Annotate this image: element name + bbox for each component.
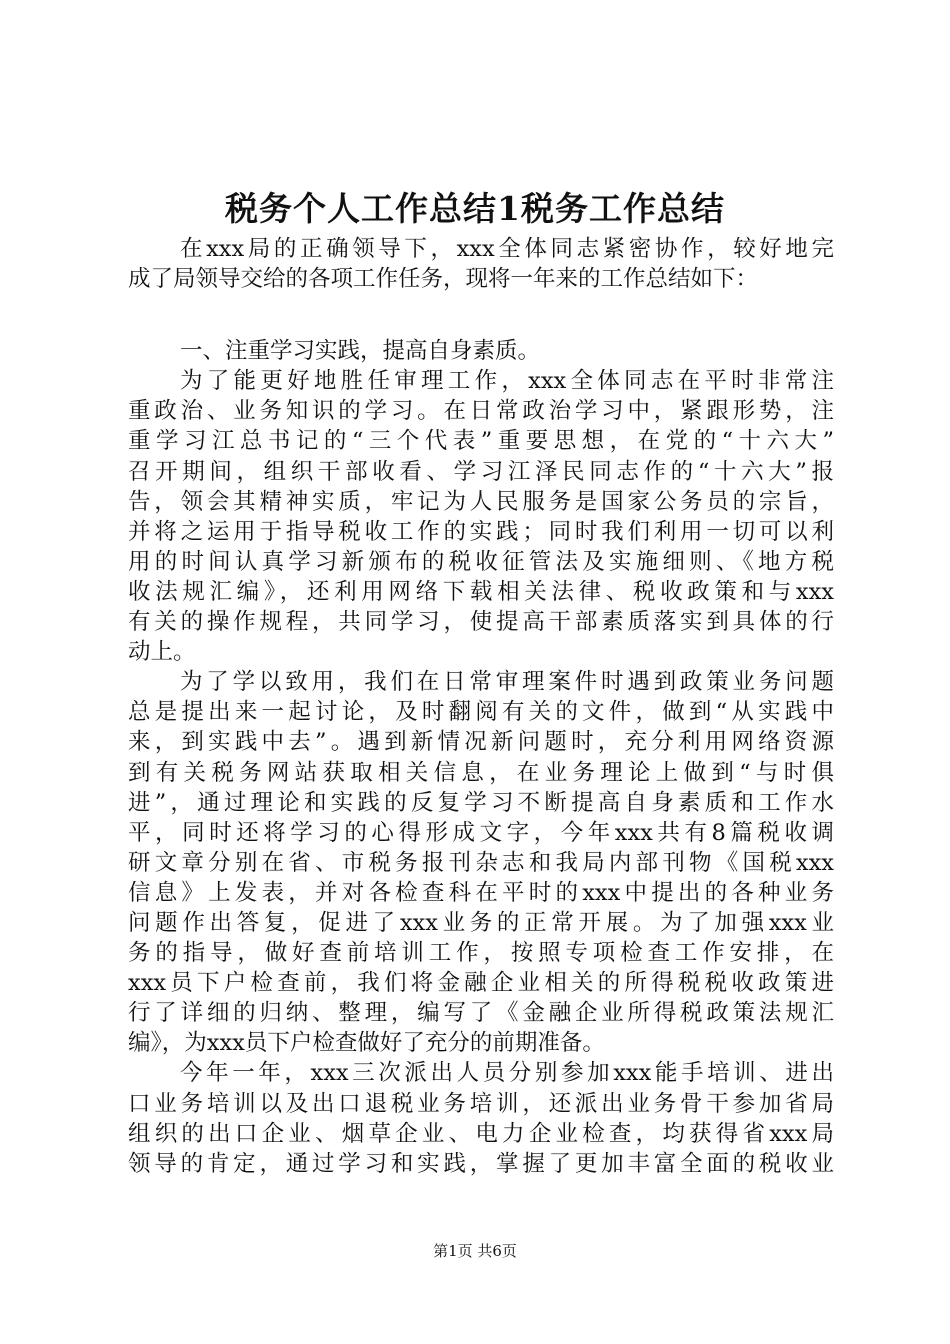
paragraph-line: 研文章分别在省、市税务报刊杂志和我局内部刊物《国税xxx bbox=[128, 849, 834, 876]
paragraph-line: 问题作出答复，促进了xxx业务的正常开展。为了加强xxx业 bbox=[128, 909, 834, 936]
paragraph-line: 重政治、业务知识的学习。在日常政治学习中，紧跟形势，注 bbox=[128, 398, 834, 425]
paragraph-line: 组织的出口企业、烟草企业、电力企业检查，均获得省xxx局 bbox=[128, 1120, 834, 1147]
paragraph-line: 领导的肯定，通过学习和实践，掌握了更加丰富全面的税收业 bbox=[128, 1150, 834, 1177]
paragraph-line: 信息》上发表，并对各检查科在平时的xxx中提出的各种业务 bbox=[128, 879, 834, 906]
paragraph-line: 行了详细的归纳、整理，编写了《金融企业所得税政策法规汇 bbox=[128, 1000, 834, 1027]
intro-line: 成了局领导交给的各项工作任务，现将一年来的工作总结如下： bbox=[128, 266, 759, 293]
paragraph-line: 为了能更好地胜任审理工作，xxx全体同志在平时非常注 bbox=[180, 368, 834, 395]
paragraph-line: 用的时间认真学习新颁布的税收征管法及实施细则、《地方税 bbox=[128, 548, 834, 575]
intro-line: 在xxx局的正确领导下，xxx全体同志紧密协作，较好地完 bbox=[180, 236, 834, 262]
document-title: 税务个人工作总结1税务工作总结 bbox=[225, 189, 725, 228]
paragraph-line: 总是提出来一起讨论，及时翻阅有关的文件，做到“从实践中 bbox=[128, 699, 834, 726]
paragraph-line: 为了学以致用，我们在日常审理案件时遇到政策业务问题 bbox=[180, 669, 834, 696]
paragraph-line: 今年一年，xxx三次派出人员分别参加xxx能手培训、进出 bbox=[180, 1060, 834, 1087]
paragraph-line: 重学习江总书记的“三个代表”重要思想，在党的“十六大” bbox=[128, 428, 834, 455]
paragraph-line: 平，同时还将学习的心得形成文字，今年xxx共有8篇税收调 bbox=[128, 819, 834, 846]
paragraph-spacer bbox=[128, 294, 834, 336]
paragraph-line: 收法规汇编》，还利用网络下载相关法律、税收政策和与xxx bbox=[128, 578, 834, 605]
paragraph-line: 务的指导，做好查前培训工作，按照专项检查工作安排，在 bbox=[128, 940, 834, 967]
paragraph-line: 编》，为xxx员下户检查做好了充分的前期准备。 bbox=[128, 1030, 605, 1057]
paragraph-line: xxx员下户检查前，我们将金融企业相关的所得税税收政策进 bbox=[128, 970, 834, 997]
paragraph-line: 动上。 bbox=[128, 639, 196, 666]
paragraph-line: 到有关税务网站获取相关信息，在业务理论上做到“与时俱 bbox=[128, 759, 834, 786]
paragraph-line: 有关的操作规程，共同学习，使提高干部素质落实到具体的行 bbox=[128, 609, 834, 636]
paragraph-line: 口业务培训以及出口退税业务培训，还派出业务骨干参加省局 bbox=[128, 1090, 834, 1117]
paragraph-line: 进”，通过理论和实践的反复学习不断提高自身素质和工作水 bbox=[128, 789, 834, 816]
paragraph-line: 并将之运用于指导税收工作的实践；同时我们利用一切可以利 bbox=[128, 518, 834, 545]
page-number-footer: 第1页 共6页 bbox=[433, 1242, 517, 1260]
paragraph-line: 告，领会其精神实质，牢记为人民服务是国家公务员的宗旨， bbox=[128, 488, 834, 515]
section-heading: 一、注重学习实践，提高自身素质。 bbox=[180, 338, 541, 365]
document-body bbox=[128, 234, 834, 1179]
paragraph-line: 来，到实践中去”。遇到新情况新问题时，充分利用网络资源 bbox=[128, 729, 834, 756]
paragraph-line: 召开期间，组织干部收看、学习江泽民同志作的“十六大”报 bbox=[128, 458, 834, 485]
